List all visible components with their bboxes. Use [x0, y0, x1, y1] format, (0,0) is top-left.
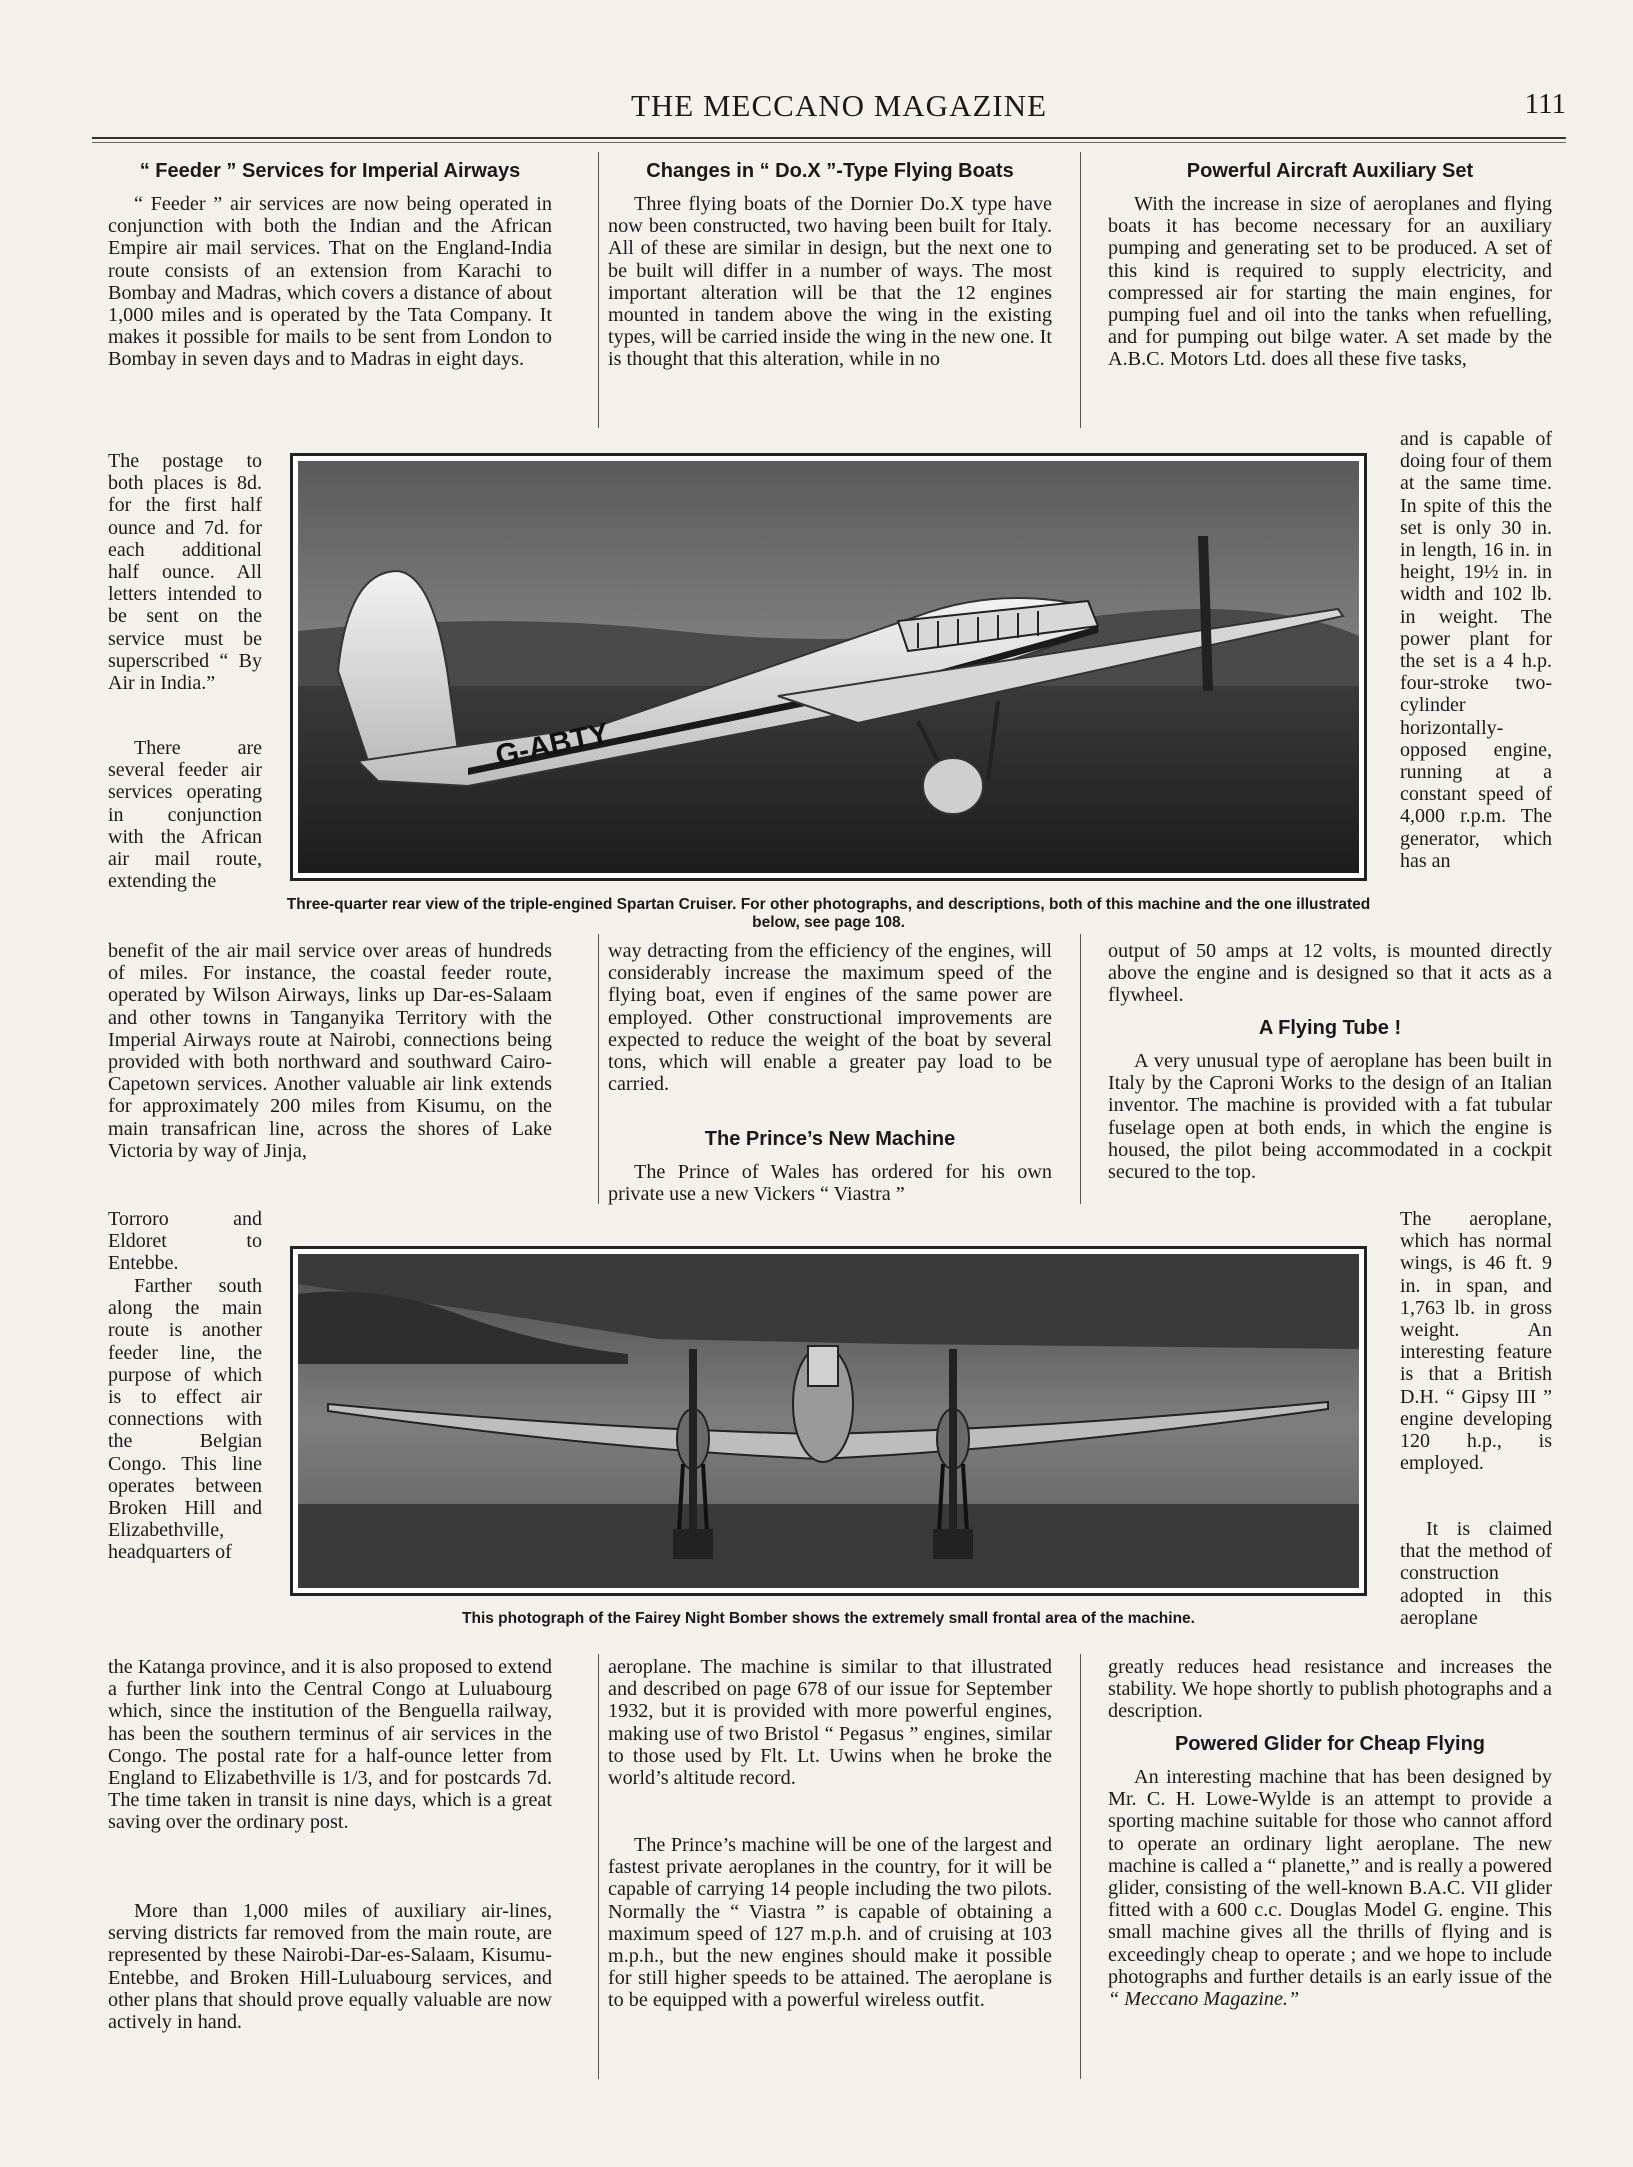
paragraph-text: An interesting machine that has been designed by Mr. C. H. Lowe-Wylde is an attempt to provide a sporting machine suitable for those who cannot afford to operate an ordinary light aeroplane. The new machine is called a “ planette,” and is really a powered glider, consisting of the well-known B.A.C. VII glider fitted with a 600 c.c. Douglas Model G. engine. This small machine gives all the thrills of flying and is exceedingly cheap to operate ; and we hope to include photographs and further details is an early issue of the [1108, 1766, 1552, 1988]
headline-princes-machine: The Prince’s New Machine [704, 1128, 956, 1150]
article-flying-tube-narrow [1400, 1208, 1552, 1652]
paragraph: Torroro and Eldoret to Entebbe. [108, 1208, 262, 1275]
photo-fairey-night-bomber [290, 1246, 1367, 1596]
paragraph: Three flying boats of the Dornier Do.X type have now been constructed, two having been built for Italy. All of these are similar in design, but the next one to be built will differ in a number of ways. The most important alteration will be that the 12 engines mounted in tandem above the wing in the existing types, will be carried inside the wing in the new one. It is thought that this alteration, while in no [608, 193, 1052, 371]
paragraph: With the increase in size of aeroplanes and flying boats it has become necessary for an auxiliary pumping and generating set to be produced. A set of this kind is required to supply electricity, and compressed air for starting the main engines, for pumping fuel and oil into the tanks when refuelling, and for pumping out bilge water. A set made by the A.B.C. Motors Ltd. does all these five tasks, [1108, 193, 1552, 371]
paragraph: greatly reduces head resistance and increases the stability. We hope shortly to publish photographs and a description. [1108, 1656, 1552, 1723]
masthead [112, 88, 1566, 130]
paragraph: the Katanga province, and it is also proposed to extend a further link into the Central Congo at Luluabourg which, since the institution of the Benguella railway, has been the southern terminus of air services in the Congo. The postal rate for a half-ounce letter from England to Elizabethville is 1/3, and for postcards 7d. The time taken in transit is nine days, which is a great saving over the ordinary post. [108, 1656, 552, 1834]
caption-spartan-cruiser: Three-quarter rear view of the triple-engined Spartan Cruiser. For other photographs, and descriptions, both of this machine and the one illustrated below, see page 108. [286, 896, 1371, 931]
magazine-name: “ Meccano Magazine.” [1108, 1988, 1300, 2011]
article-princes-machine-cont [608, 1656, 1052, 2078]
article-feeder-services-narrow-1 [108, 450, 262, 915]
paragraph: aeroplane. The machine is similar to that illustrated and described on page 678 of our issue for September 1932, but it is provided with more powerful engines, making use of two Bristol “ Pegasus ” engines, similar to those used by Flt. Lt. Uwins when he broke the world’s altitude record. [608, 1656, 1052, 1790]
header-rule [92, 137, 1566, 139]
column-divider [1080, 152, 1081, 428]
paragraph: Farther south along the main route is another feeder line, the purpose of which is to effect air connections with the Belgian Congo. This line operates between Broken Hill and Elizabethville, headquarters of [108, 1275, 262, 1564]
paragraph: The Prince’s machine will be one of the largest and fastest private aeroplanes in the country, for it will be capable of carrying 14 people including the two pilots. Normally the “ Viastra ” is capable of obtaining a maximum speed of 127 m.p.h. and of cruising at 103 m.p.h., but the new engines should make it possible for still higher speeds to be attained. The aeroplane is to be equipped with a powerful wireless outfit. [608, 1834, 1052, 2012]
headline-powered-glider: Powered Glider for Cheap Flying [1174, 1733, 1486, 1755]
paragraph: and is capable of doing four of them at the same time. In spite of this the set is only 30 in. in length, 16 in. in height, 19½ in. in width and 102 lb. in weight. The power plant for the set is a 4 h.p. four-stroke two-cylinder horizontally-opposed engine, running at a constant speed of 4,000 r.p.m. The generator, which has an [1400, 428, 1552, 872]
headline-feeder-services: “ Feeder ” Services for Imperial Airways [139, 160, 521, 182]
headline-auxiliary-set: Powerful Aircraft Auxiliary Set [1186, 160, 1474, 182]
photo-fairey-night-bomber-image [298, 1254, 1359, 1588]
article-feeder-services-cont [108, 940, 552, 1206]
article-dox-cont [608, 940, 1052, 1205]
spartan-cruiser-illustration [298, 461, 1359, 873]
column-divider [1080, 1654, 1081, 2079]
paragraph: way detracting from the efficiency of the engines, will considerably increase the maximum speed of the flying boat, even if engines of the same power are employed. Other constructional improvements are expected to reduce the weight of the boat by several tons, which will enable a greater pay load to be carried. [608, 940, 1052, 1096]
fairey-bomber-illustration [298, 1254, 1359, 1588]
column-divider [1080, 934, 1081, 1204]
headline-dox: Changes in “ Do.X ”-Type Flying Boats [646, 160, 1014, 182]
paragraph: The postage to both places is 8d. for the first half ounce and 7d. for each additional half ounce. All letters intended to be sent on the service must be superscribed “ By Air in India.” [108, 450, 262, 695]
paragraph: The aeroplane, which has normal wings, is 46 ft. 9 in. in span, and 1,763 lb. in gross weight. An interesting feature is that a British D.H. “ Gipsy III ” engine developing 120 h.p., is employed. [1400, 1208, 1552, 1475]
paragraph: More than 1,000 miles of auxiliary air-lines, serving districts far removed from the main route, are represented by these Nairobi-Dar-es-Salaam, Kisumu-Entebbe, and Broken Hill-Luluabourg services, and other plans that should prove equally valuable are now actively in hand. [108, 1900, 552, 2034]
article-auxiliary-set [1108, 158, 1552, 461]
column-divider [598, 1654, 599, 2079]
article-dox-flying-boats [608, 158, 1052, 439]
photo-spartan-cruiser-image [298, 461, 1359, 873]
article-feeder-services-narrow-2 [108, 1208, 262, 1653]
photo-spartan-cruiser [290, 453, 1367, 881]
header-rule-thin [92, 142, 1566, 143]
article-feeder-services-end [108, 1656, 552, 2078]
column-divider [598, 934, 599, 1204]
magazine-title: THE MECCANO MAGAZINE [630, 88, 1048, 123]
article-feeder-services [108, 158, 552, 461]
headline-flying-tube: A Flying Tube ! [1258, 1017, 1402, 1039]
paragraph: There are several feeder air services operating in conjunction with the African air mail route, extending the [108, 737, 262, 893]
article-auxiliary-set-narrow [1400, 428, 1552, 938]
article-auxiliary-set-cont [1108, 940, 1552, 1206]
page-number: 111 [1524, 88, 1566, 120]
article-flying-tube-end [1108, 1656, 1552, 2054]
column-divider [598, 152, 599, 428]
paragraph: output of 50 amps at 12 volts, is mounted directly above the engine and is designed so that it acts as a flywheel. [1108, 940, 1552, 1007]
paragraph: benefit of the air mail service over areas of hundreds of miles. For instance, the coastal feeder route, operated by Wilson Airways, links up Dar-es-Salaam and other towns in Tanganyika Territory with the Imperial Airways route at Nairobi, connections being provided with both northward and southward Cairo-Capetown services. Another valuable air link extends for approximately 200 miles from Kisumu, on the main transafrican line, across the shores of Lake Victoria by way of Jinja, [108, 940, 552, 1162]
paragraph: It is claimed that the method of construction adopted in this aeroplane [1400, 1518, 1552, 1629]
paragraph: A very unusual type of aeroplane has been built in Italy by the Caproni Works to the design of an Italian inventor. The machine is provided with a fat tubular fuselage open at both ends, in which the engine is housed, the pilot being accommodated in a cockpit secured to the top. [1108, 1050, 1552, 1184]
paragraph: The Prince of Wales has ordered for his own private use a new Vickers “ Viastra ” [608, 1161, 1052, 1205]
paragraph [1108, 1766, 1552, 2054]
paragraph: “ Feeder ” air services are now being operated in conjunction with both the Indian and the African Empire air mail services. That on the England-India route consists of an extension from Karachi to Bombay and Madras, which covers a distance of about 1,000 miles and is operated by the Tata Company. It makes it possible for mails to be sent from London to Bombay in seven days and to Madras in eight days. [108, 193, 552, 371]
aircraft-registration: G-ABTY [492, 716, 612, 773]
caption-fairey-night-bomber: This photograph of the Fairey Night Bomber shows the extremely small frontal area of the machine. [462, 1610, 1195, 1627]
